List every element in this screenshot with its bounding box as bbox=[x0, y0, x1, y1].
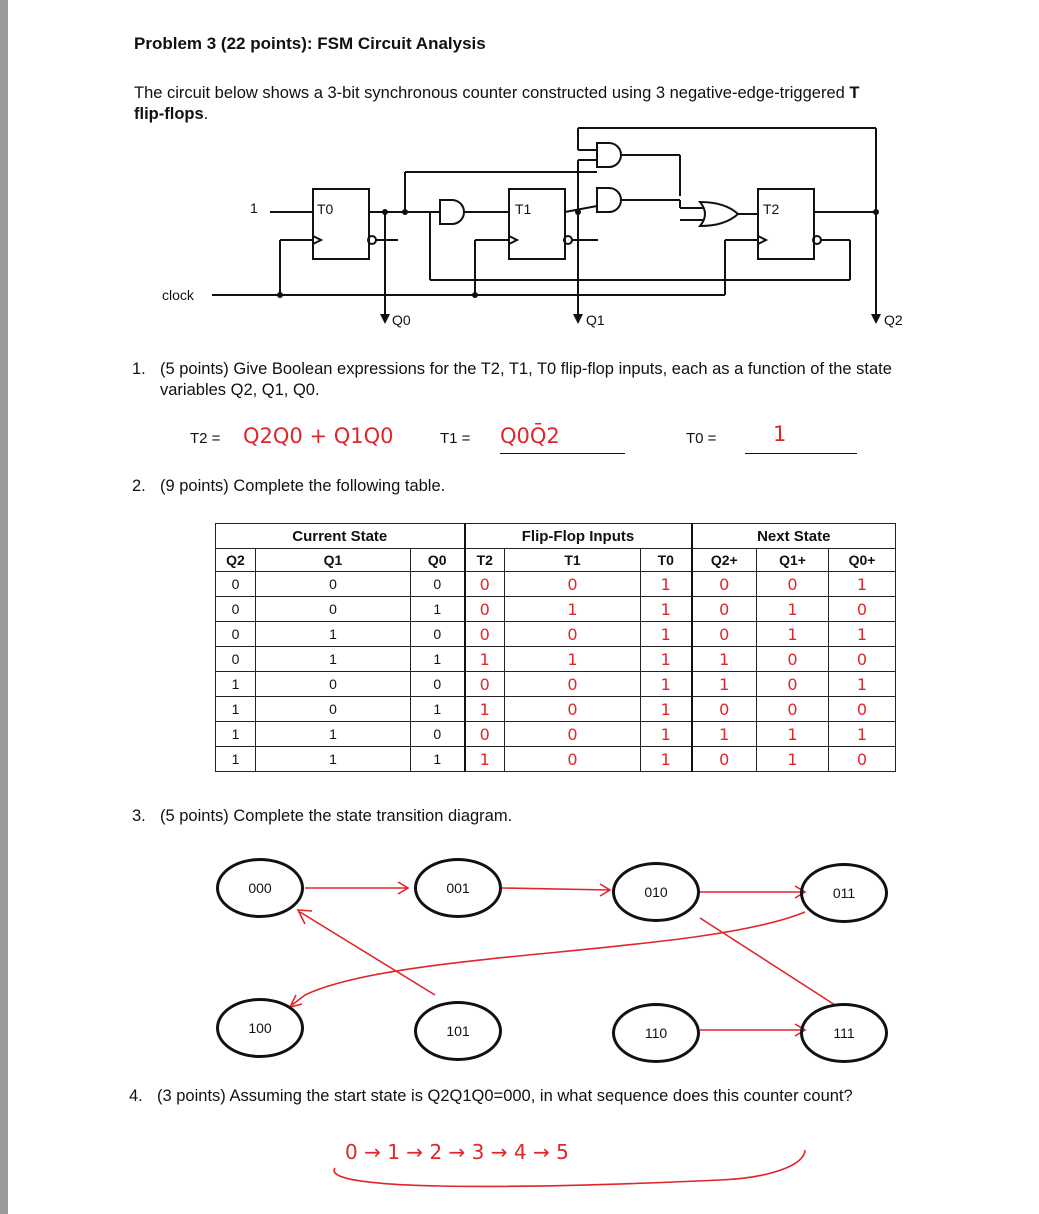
question-4: 4. (3 points) Assuming the start state is Q2Q1Q0=000, in what sequence does this counter count? bbox=[129, 1087, 853, 1105]
arrow-001-010 bbox=[502, 888, 610, 890]
col-q0-next: Q0+ bbox=[829, 549, 896, 572]
table-row: 1 0 0 0 0 1 1 0 1 bbox=[216, 672, 896, 697]
problem-title: Problem 3 (22 points): FSM Circuit Analysis bbox=[134, 34, 486, 53]
t2-label: T2 bbox=[763, 201, 780, 217]
state-node-101: 101 bbox=[414, 1001, 502, 1061]
state-table bbox=[215, 523, 896, 772]
table-row: 0 0 0 0 0 1 0 0 1 bbox=[216, 572, 896, 597]
col-q0: Q0 bbox=[411, 549, 465, 572]
question-2: 2. (9 points) Complete the following table. bbox=[132, 477, 446, 495]
q2-output-label: Q2 bbox=[884, 312, 903, 328]
t2-answer: Q2Q0 + Q1Q0 bbox=[243, 424, 394, 448]
clock-label: clock bbox=[162, 287, 194, 303]
state-node-110: 110 bbox=[612, 1003, 700, 1063]
flip-flop-t0 bbox=[313, 189, 369, 259]
input-constant-one: 1 bbox=[250, 200, 258, 216]
table-row: 0 1 1 1 1 1 1 0 0 bbox=[216, 647, 896, 672]
flip-flop-t1 bbox=[509, 189, 565, 259]
col-q2-next: Q2+ bbox=[692, 549, 757, 572]
t0-underline bbox=[745, 453, 857, 454]
page-edge bbox=[0, 0, 8, 1214]
arrow-011-100 bbox=[292, 912, 805, 1005]
t0-label: T0 bbox=[317, 201, 334, 217]
intro-text: The circuit below shows a 3-bit synchronous counter constructed using 3 negative-edge-triggered T flip-flops. bbox=[134, 84, 860, 123]
state-node-011: 011 bbox=[800, 863, 888, 923]
flip-flop-t2 bbox=[758, 189, 814, 259]
table-row: 0 1 0 0 0 1 0 1 1 bbox=[216, 622, 896, 647]
col-t1: T1 bbox=[505, 549, 641, 572]
t0-answer: 1 bbox=[773, 422, 787, 446]
col-q1-next: Q1+ bbox=[757, 549, 829, 572]
col-t2: T2 bbox=[465, 549, 505, 572]
t1-underline bbox=[500, 453, 625, 454]
table-row: 1 0 1 1 0 1 0 0 0 bbox=[216, 697, 896, 722]
question-3: 3. (5 points) Complete the state transition diagram. bbox=[132, 807, 513, 825]
t0-eq-label: T0 = bbox=[686, 430, 717, 447]
arrow-110-111 bbox=[700, 918, 835, 1005]
col-t0: T0 bbox=[641, 549, 692, 572]
question-1: 1. (5 points) Give Boolean expressions for the T2, T1, T0 flip-flop inputs, each as a function of the state variables Q2, Q1, Q0. bbox=[132, 360, 892, 399]
state-node-001: 001 bbox=[414, 858, 502, 918]
state-node-000: 000 bbox=[216, 858, 304, 918]
t1-eq-label: T1 = bbox=[440, 430, 471, 447]
header-flip-flop-inputs: Flip-Flop Inputs bbox=[465, 524, 692, 549]
col-q1: Q1 bbox=[256, 549, 411, 572]
col-q2: Q2 bbox=[216, 549, 256, 572]
q1-output-label: Q1 bbox=[586, 312, 605, 328]
state-node-111: 111 bbox=[800, 1003, 888, 1063]
sequence-answer: 0 → 1 → 2 → 3 → 4 → 5 bbox=[345, 1140, 569, 1164]
header-next-state: Next State bbox=[692, 524, 896, 549]
t1-answer: Q0Q̄2 bbox=[500, 424, 560, 448]
table-row: 1 1 1 1 0 1 0 1 0 bbox=[216, 747, 896, 772]
state-node-010: 010 bbox=[612, 862, 700, 922]
arrow-101-000 bbox=[300, 912, 435, 995]
header-current-state: Current State bbox=[216, 524, 465, 549]
t2-eq-label: T2 = bbox=[190, 430, 221, 447]
state-node-100: 100 bbox=[216, 998, 304, 1058]
table-row: 0 0 1 0 1 1 0 1 0 bbox=[216, 597, 896, 622]
table-row: 1 1 0 0 0 1 1 1 1 bbox=[216, 722, 896, 747]
q0-output-label: Q0 bbox=[392, 312, 411, 328]
t1-label: T1 bbox=[515, 201, 532, 217]
